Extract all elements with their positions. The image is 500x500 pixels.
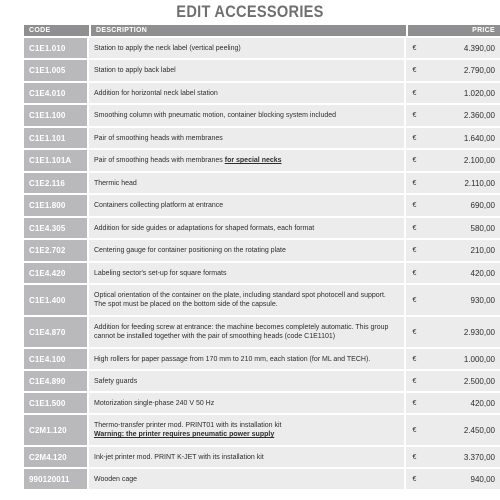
code-column-header: CODE <box>24 25 89 36</box>
item-price: 2.360,00 <box>423 105 500 126</box>
item-price: 940,00 <box>423 469 500 489</box>
currency-symbol: € <box>406 263 423 283</box>
item-description <box>89 263 406 283</box>
item-description <box>89 105 406 126</box>
item-description-text: Optical orientation of the container on the plate, including standard spot photocell and support. The spot must be placed on the bottom side of the capsule. <box>94 292 386 308</box>
item-code: C1E2.702 <box>24 240 89 261</box>
item-price: 2.500,00 <box>423 371 500 391</box>
table-row <box>24 349 500 369</box>
table-row <box>24 195 500 216</box>
table-row <box>24 83 500 103</box>
item-code: C1E1.005 <box>24 60 89 81</box>
item-price: 2.930,00 <box>423 317 500 347</box>
item-description-text: Thermo-transfer printer mod. PRINT01 with its installation kit <box>94 422 282 429</box>
item-price: 420,00 <box>423 263 500 283</box>
item-description-emphasis: for special necks <box>224 157 282 164</box>
table-row <box>24 60 500 81</box>
table-row <box>24 240 500 261</box>
item-description <box>89 38 406 58</box>
currency-symbol: € <box>406 240 423 261</box>
item-code: C1E1.010 <box>24 38 89 58</box>
item-code: C1E4.890 <box>24 371 89 391</box>
currency-symbol: € <box>406 349 423 369</box>
currency-symbol: € <box>406 469 423 489</box>
item-description <box>89 349 406 369</box>
item-code: 990120011 <box>24 469 89 489</box>
item-description-text: Addition for side guides or adaptations for shaped formats, each format <box>94 224 315 232</box>
item-code: C1E1.500 <box>24 393 89 413</box>
item-code: C1E2.116 <box>24 173 89 193</box>
table-row <box>24 447 500 467</box>
item-description-text: Addition for horizontal neck label station <box>94 89 218 97</box>
item-code: C1E4.420 <box>24 263 89 283</box>
currency-symbol: € <box>406 393 423 413</box>
item-description <box>89 83 406 103</box>
item-description-text: Ink-jet printer mod. PRINT K-JET with its installation kit <box>94 453 264 461</box>
table-row <box>24 263 500 283</box>
item-price: 2.450,00 <box>423 415 500 445</box>
item-price: 580,00 <box>423 218 500 238</box>
currency-symbol: € <box>406 285 423 315</box>
item-description <box>89 128 406 148</box>
item-code: C1E1.101A <box>24 150 89 171</box>
item-description <box>89 371 406 391</box>
item-description <box>89 150 406 171</box>
item-price: 2.790,00 <box>423 60 500 81</box>
item-description-text: Wooden cage <box>94 475 138 483</box>
item-description-text: Smoothing column with pneumatic motion, container blocking system included <box>94 112 337 119</box>
item-description-text: Containers collecting platform at entrance <box>94 202 224 209</box>
currency-symbol: € <box>406 150 423 171</box>
currency-symbol: € <box>406 83 423 103</box>
table-row <box>24 105 500 126</box>
item-code: C1E1.400 <box>24 285 89 315</box>
item-code: C2M1.120 <box>24 415 89 445</box>
item-description-text: Station to apply back label <box>94 67 176 74</box>
item-warning-text: Warning: the printer requires pneumatic power supply <box>94 431 275 438</box>
item-description <box>89 173 406 193</box>
item-code: C1E4.305 <box>24 218 89 238</box>
table-row <box>24 371 500 391</box>
item-description-text: Labeling sector's set-up for square formats <box>94 269 227 277</box>
item-price: 690,00 <box>423 195 500 216</box>
table-row <box>24 415 500 445</box>
item-price: 210,00 <box>423 240 500 261</box>
table-row <box>24 128 500 148</box>
currency-symbol: € <box>406 173 423 193</box>
item-description-text: Centering gauge for container positioning on the rotating plate <box>94 247 286 254</box>
item-code: C1E1.800 <box>24 195 89 216</box>
page-title: EDIT ACCESSORIES <box>176 2 324 21</box>
item-code: C1E4.010 <box>24 83 89 103</box>
table-row <box>24 317 500 347</box>
currency-symbol: € <box>406 195 423 216</box>
currency-symbol: € <box>406 371 423 391</box>
item-code: C1E1.100 <box>24 105 89 126</box>
item-price: 420,00 <box>423 393 500 413</box>
item-code: C1E1.101 <box>24 128 89 148</box>
table-row <box>24 285 500 315</box>
item-price: 1.640,00 <box>423 128 500 148</box>
price-column-header: PRICE <box>406 25 500 36</box>
item-description-text: Pair of smoothing heads with membranes <box>94 157 225 164</box>
item-description <box>89 218 406 238</box>
table-row <box>24 38 500 58</box>
item-description-text: High rollers for paper passage from 170 mm to 210 mm, each station (for ML and TECH). <box>94 355 371 363</box>
item-price: 1.020,00 <box>423 83 500 103</box>
table-row <box>24 218 500 238</box>
item-description <box>89 393 406 413</box>
item-price: 4.390,00 <box>423 38 500 58</box>
item-code: C1E4.870 <box>24 317 89 347</box>
currency-symbol: € <box>406 38 423 58</box>
item-description-text: Pair of smoothing heads with membranes <box>94 134 223 142</box>
currency-symbol: € <box>406 218 423 238</box>
item-description <box>89 469 406 489</box>
description-column-header: DESCRIPTION <box>89 25 406 36</box>
item-code: C1E4.100 <box>24 349 89 369</box>
table-header-row <box>24 25 500 36</box>
currency-symbol: € <box>406 128 423 148</box>
item-price: 930,00 <box>423 285 500 315</box>
item-description-text: Addition for feeding screw at entrance: the machine becomes completely automatic. This group cannot be installed together with the pair of smoothing heads (code C1E1101) <box>94 324 389 340</box>
item-description <box>89 285 406 315</box>
item-description <box>89 60 406 81</box>
table-body <box>24 38 500 489</box>
item-description <box>89 317 406 347</box>
table-row <box>24 393 500 413</box>
item-price: 2.110,00 <box>423 173 500 193</box>
currency-symbol: € <box>406 105 423 126</box>
item-description <box>89 447 406 467</box>
item-description-text: Thermic head <box>94 179 137 187</box>
accessories-table <box>24 23 500 491</box>
item-description-text: Safety guards <box>94 377 138 385</box>
table-row <box>24 469 500 489</box>
currency-symbol: € <box>406 415 423 445</box>
item-description <box>89 195 406 216</box>
item-price: 3.370,00 <box>423 447 500 467</box>
item-description-text: Station to apply the neck label (vertical peeling) <box>94 44 241 52</box>
item-description <box>89 240 406 261</box>
table-row <box>24 150 500 171</box>
currency-symbol: € <box>406 447 423 467</box>
item-price: 1.000,00 <box>423 349 500 369</box>
currency-symbol: € <box>406 60 423 81</box>
item-description <box>89 415 406 445</box>
item-description-text: Motorization single-phase 240 V 50 Hz <box>94 399 215 407</box>
table-row <box>24 173 500 193</box>
currency-symbol: € <box>406 317 423 347</box>
item-code: C2M4.120 <box>24 447 89 467</box>
item-price: 2.100,00 <box>423 150 500 171</box>
